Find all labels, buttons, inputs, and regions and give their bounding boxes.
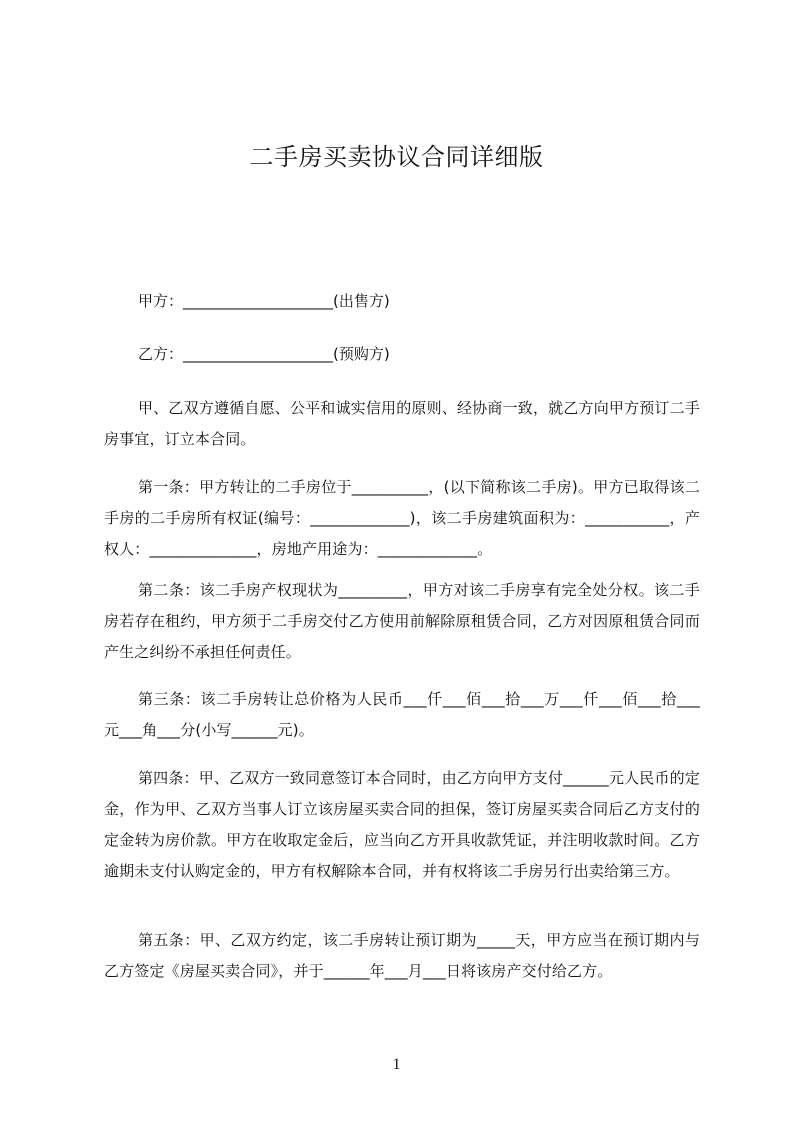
party-b-line: 乙方：____________________(预购方) bbox=[138, 345, 390, 363]
document-title: 二手房买卖协议合同详细版 bbox=[249, 143, 544, 171]
article-4: 第四条：甲、乙双方一致同意签订本合同时，由乙方向甲方支付______元人民币的定金，作为甲、乙双方当事人订立该房屋买卖合同的担保，签订房屋买卖合同后乙方支付的定金转为房价款。甲方在收取定金后，应当向乙方开具收款凭证，并注明收款时间。乙方逾期未支付认购定金的，甲方有权解除本合同，并有权将该二手房另行出卖给第三方。 bbox=[104, 769, 700, 880]
party-a-line: 甲方：____________________(出售方) bbox=[138, 292, 390, 310]
article-2: 第二条：该二手房产权现状为_________，甲方对该二手房享有完全处分权。该二手房若存在租约，甲方须于二手房交付乙方使用前解除原租赁合同，乙方对因原租赁合同而产生之纠纷不承担任何责任。 bbox=[104, 581, 700, 661]
article-3: 第三条：该二手房转让总价格为人民币___仟___佰___拾___万___仟___佰___拾___元___角___分(小写______元)。 bbox=[104, 690, 700, 739]
intro-paragraph: 甲、乙双方遵循自愿、公平和诚实信用的原则、经协商一致，就乙方向甲方预订二手房事宜，订立本合同。 bbox=[104, 399, 700, 448]
page-number: 1 bbox=[392, 1056, 401, 1073]
article-1: 第一条：甲方转让的二手房位于__________，(以下简称该二手房)。甲方已取得该二手房的二手房所有权证(编号：_____________)，该二手房建筑面积为：___________，产权人：______________，房地产用途为：_____________。 bbox=[104, 478, 700, 558]
article-5: 第五条：甲、乙双方约定，该二手房转让预订期为_____天，甲方应当在预订期内与乙方签定《房屋买卖合同》，并于______年___月___日将该房产交付给乙方。 bbox=[104, 931, 700, 980]
